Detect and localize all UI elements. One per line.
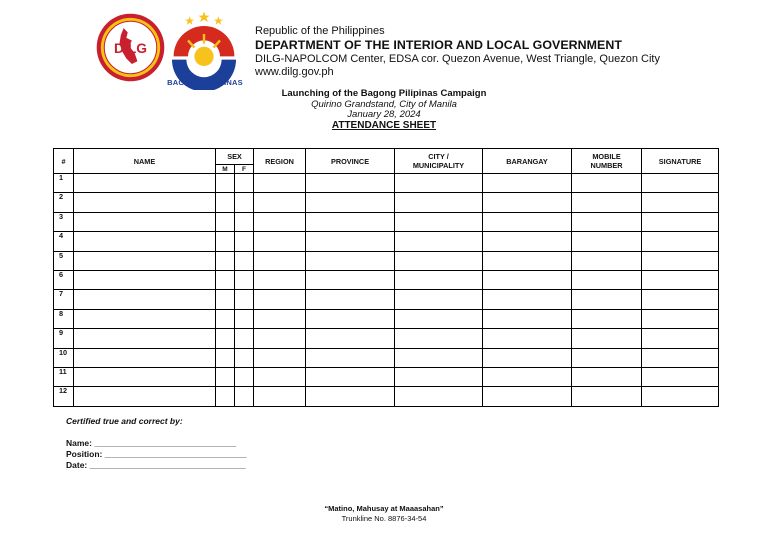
female-cell[interactable] — [235, 367, 254, 386]
city-cell[interactable] — [395, 270, 483, 289]
agency-address: DILG-NAPOLCOM Center, EDSA cor. Quezon Avenue, West Triangle, Quezon City — [255, 53, 660, 65]
name-cell[interactable] — [74, 251, 216, 270]
certification-block — [66, 438, 247, 471]
name-cell[interactable] — [74, 212, 216, 231]
agency-header — [255, 25, 660, 79]
city-cell[interactable] — [395, 251, 483, 270]
province-cell[interactable] — [306, 270, 395, 289]
barangay-cell[interactable] — [483, 193, 572, 212]
attendance-rows — [54, 174, 719, 407]
province-cell[interactable] — [306, 212, 395, 231]
male-cell[interactable] — [216, 367, 235, 386]
female-cell[interactable] — [235, 309, 254, 328]
mobile-cell[interactable] — [572, 232, 642, 251]
dilg-logo-text: DILG — [114, 41, 147, 57]
city-cell[interactable] — [395, 348, 483, 367]
col-header-barangay: BARANGAY — [483, 149, 572, 174]
male-cell[interactable] — [216, 212, 235, 231]
barangay-cell[interactable] — [483, 290, 572, 309]
table-row — [54, 212, 719, 231]
male-cell[interactable] — [216, 348, 235, 367]
barangay-cell[interactable] — [483, 387, 572, 406]
city-cell[interactable] — [395, 174, 483, 193]
bagong-pilipinas-wordmark: BAGONG PILIPINAS — [167, 78, 243, 87]
agency-website: www.dilg.gov.ph — [255, 66, 334, 78]
province-cell[interactable] — [306, 329, 395, 348]
city-cell[interactable] — [395, 232, 483, 251]
table-row — [54, 174, 719, 193]
col-header-mobile-line2: NUMBER — [590, 161, 623, 170]
table-row — [54, 290, 719, 309]
barangay-cell[interactable] — [483, 251, 572, 270]
row-number: 12 — [54, 387, 74, 406]
trunkline-number: Trunkline No. 8876-34-54 — [341, 514, 427, 523]
attendance-table — [53, 148, 719, 407]
province-cell[interactable] — [306, 251, 395, 270]
col-header-city-line1: CITY / — [428, 152, 449, 161]
row-number: 4 — [54, 232, 74, 251]
signature-cell[interactable] — [642, 193, 719, 212]
signature-cell[interactable] — [642, 174, 719, 193]
male-cell[interactable] — [216, 270, 235, 289]
col-header-city-line2: MUNICIPALITY — [412, 161, 465, 170]
mobile-cell[interactable] — [572, 290, 642, 309]
signature-cell[interactable] — [642, 329, 719, 348]
signature-cell[interactable] — [642, 232, 719, 251]
col-header-name: NAME — [74, 149, 216, 174]
col-header-mobile — [572, 149, 642, 174]
region-cell[interactable] — [254, 212, 306, 231]
table-row — [54, 251, 719, 270]
city-cell[interactable] — [395, 212, 483, 231]
region-cell[interactable] — [254, 367, 306, 386]
barangay-cell[interactable] — [483, 348, 572, 367]
region-cell[interactable] — [254, 232, 306, 251]
mobile-cell[interactable] — [572, 251, 642, 270]
region-cell[interactable] — [254, 387, 306, 406]
event-date: January 28, 2024 — [347, 109, 421, 121]
signature-cell[interactable] — [642, 270, 719, 289]
province-cell[interactable] — [306, 309, 395, 328]
female-cell[interactable] — [235, 251, 254, 270]
region-cell[interactable] — [254, 290, 306, 309]
male-cell[interactable] — [216, 387, 235, 406]
region-cell[interactable] — [254, 348, 306, 367]
male-cell[interactable] — [216, 174, 235, 193]
table-row — [54, 270, 719, 289]
row-number: 11 — [54, 367, 74, 386]
province-cell[interactable] — [306, 290, 395, 309]
male-cell[interactable] — [216, 290, 235, 309]
row-number: 3 — [54, 212, 74, 231]
mobile-cell[interactable] — [572, 193, 642, 212]
table-row — [54, 348, 719, 367]
province-cell[interactable] — [306, 232, 395, 251]
female-cell[interactable] — [235, 348, 254, 367]
male-cell[interactable] — [216, 309, 235, 328]
row-number: 5 — [54, 251, 74, 270]
mobile-cell[interactable] — [572, 174, 642, 193]
row-number: 1 — [54, 174, 74, 193]
signature-cell[interactable] — [642, 212, 719, 231]
province-cell[interactable] — [306, 174, 395, 193]
barangay-cell[interactable] — [483, 174, 572, 193]
female-cell[interactable] — [235, 270, 254, 289]
female-cell[interactable] — [235, 232, 254, 251]
name-cell[interactable] — [74, 387, 216, 406]
city-cell[interactable] — [395, 329, 483, 348]
agency-motto: “Matino, Mahusay at Maaasahan” — [324, 504, 444, 513]
barangay-cell[interactable] — [483, 270, 572, 289]
col-header-female: F — [235, 165, 254, 174]
col-header-region: REGION — [254, 149, 306, 174]
city-cell[interactable] — [395, 309, 483, 328]
row-number: 6 — [54, 270, 74, 289]
mobile-cell[interactable] — [572, 309, 642, 328]
certification-label: Certified true and correct by: — [66, 416, 183, 426]
row-number: 2 — [54, 193, 74, 212]
table-row — [54, 329, 719, 348]
col-header-male: M — [216, 165, 235, 174]
col-header-city — [395, 149, 483, 174]
female-cell[interactable] — [235, 193, 254, 212]
col-header-signature: SIGNATURE — [642, 149, 719, 174]
city-cell[interactable] — [395, 387, 483, 406]
col-header-number: # — [54, 149, 74, 174]
city-cell[interactable] — [395, 367, 483, 386]
page-footer — [0, 504, 768, 524]
name-cell[interactable] — [74, 329, 216, 348]
barangay-cell[interactable] — [483, 232, 572, 251]
mobile-cell[interactable] — [572, 387, 642, 406]
signature-cell[interactable] — [642, 367, 719, 386]
dilg-seal-logo — [96, 13, 165, 82]
female-cell[interactable] — [235, 329, 254, 348]
name-cell[interactable] — [74, 348, 216, 367]
row-number: 7 — [54, 290, 74, 309]
col-header-sex: SEX — [216, 149, 254, 165]
table-row — [54, 387, 719, 406]
mobile-cell[interactable] — [572, 212, 642, 231]
col-header-province: PROVINCE — [306, 149, 395, 174]
female-cell[interactable] — [235, 212, 254, 231]
table-row — [54, 309, 719, 328]
event-title: Launching of the Bagong Pilipinas Campaign — [281, 88, 487, 99]
region-cell[interactable] — [254, 329, 306, 348]
female-cell[interactable] — [235, 290, 254, 309]
name-cell[interactable] — [74, 309, 216, 328]
female-cell[interactable] — [235, 387, 254, 406]
city-cell[interactable] — [395, 193, 483, 212]
female-cell[interactable] — [235, 174, 254, 193]
name-cell[interactable] — [74, 232, 216, 251]
event-heading — [0, 89, 768, 132]
province-cell[interactable] — [306, 348, 395, 367]
table-row — [54, 232, 719, 251]
name-cell[interactable] — [74, 174, 216, 193]
signature-cell[interactable] — [642, 309, 719, 328]
row-number: 9 — [54, 329, 74, 348]
region-cell[interactable] — [254, 270, 306, 289]
signature-cell[interactable] — [642, 251, 719, 270]
sheet-title: ATTENDANCE SHEET — [331, 120, 437, 132]
mobile-cell[interactable] — [572, 270, 642, 289]
region-cell[interactable] — [254, 193, 306, 212]
table-row — [54, 193, 719, 212]
barangay-cell[interactable] — [483, 329, 572, 348]
row-number: 8 — [54, 309, 74, 328]
barangay-cell[interactable] — [483, 309, 572, 328]
signature-cell[interactable] — [642, 348, 719, 367]
barangay-cell[interactable] — [483, 367, 572, 386]
certifier-position-line: Position: ______________________________ — [66, 449, 247, 459]
certifier-date-line: Date: _________________________________ — [66, 460, 246, 470]
region-cell[interactable] — [254, 251, 306, 270]
department-name: DEPARTMENT OF THE INTERIOR AND LOCAL GOVERNMENT — [255, 38, 622, 52]
region-cell[interactable] — [254, 174, 306, 193]
event-venue: Quirino Grandstand, City of Manila — [311, 98, 457, 110]
name-cell[interactable] — [74, 367, 216, 386]
name-cell[interactable] — [74, 270, 216, 289]
name-cell[interactable] — [74, 290, 216, 309]
mobile-cell[interactable] — [572, 329, 642, 348]
mobile-cell[interactable] — [572, 367, 642, 386]
republic-line: Republic of the Philippines — [255, 25, 385, 37]
province-cell[interactable] — [306, 367, 395, 386]
barangay-cell[interactable] — [483, 212, 572, 231]
row-number: 10 — [54, 348, 74, 367]
province-cell[interactable] — [306, 193, 395, 212]
signature-cell[interactable] — [642, 290, 719, 309]
male-cell[interactable] — [216, 251, 235, 270]
male-cell[interactable] — [216, 232, 235, 251]
name-cell[interactable] — [74, 193, 216, 212]
mobile-cell[interactable] — [572, 348, 642, 367]
male-cell[interactable] — [216, 193, 235, 212]
col-header-mobile-line1: MOBILE — [592, 152, 621, 161]
signature-cell[interactable] — [642, 387, 719, 406]
male-cell[interactable] — [216, 329, 235, 348]
province-cell[interactable] — [306, 387, 395, 406]
table-row — [54, 367, 719, 386]
city-cell[interactable] — [395, 290, 483, 309]
region-cell[interactable] — [254, 309, 306, 328]
certifier-name-line: Name: ______________________________ — [66, 438, 237, 448]
